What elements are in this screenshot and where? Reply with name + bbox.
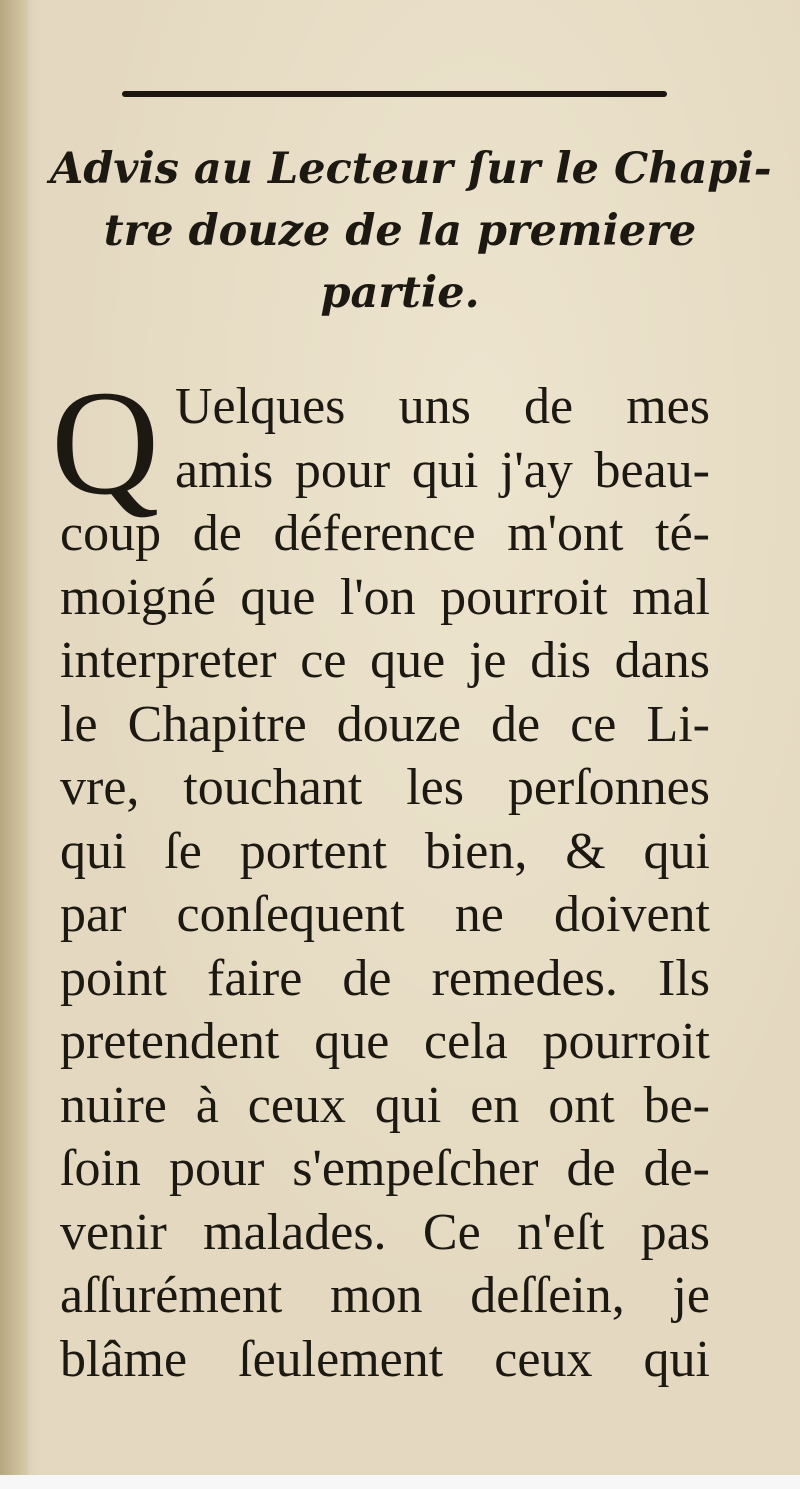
text-line: ſoin pour s'empeſcher de de- [60,1140,710,1197]
title-line: tre douze de la premiere [103,206,697,256]
text-line: aſſurément mon deſſein, je [60,1267,710,1324]
drop-cap: Q [51,360,160,526]
title-line: partie. [320,268,480,318]
text-line: Uelques uns de mes [175,378,710,435]
text-line: pretendent que cela pourroit [60,1013,710,1070]
text-line: point faire de remedes. Ils [60,949,710,1007]
title-line: Advis au Lecteur ſur le Chapi- [50,144,772,194]
page-gutter [0,0,28,1489]
body-paragraph [60,375,710,1391]
text-line: qui ſe portent bien, & qui [60,822,710,880]
text-line: venir malades. Ce n'eſt pas [60,1203,710,1261]
header-rule [122,91,667,97]
text-line: vre, touchant les perſonnes [60,759,710,816]
text-line: coup de déference m'ont té- [60,505,710,562]
text-line: nuire à ceux qui en ont be- [60,1076,710,1134]
text-line: interpreter ce que je dis dans [60,632,710,689]
page-bottom-edge [0,1475,800,1489]
text-line: le Chapitre douze de ce Li- [60,695,710,753]
text-line: moigné que l'on pourroit mal [60,568,710,626]
text-line: blâme ſeulement ceux qui [60,1330,710,1388]
text-line: par conſequent ne doivent [60,886,710,943]
page-title [50,138,772,324]
text-line: amis pour qui j'ay beau- [175,441,710,499]
